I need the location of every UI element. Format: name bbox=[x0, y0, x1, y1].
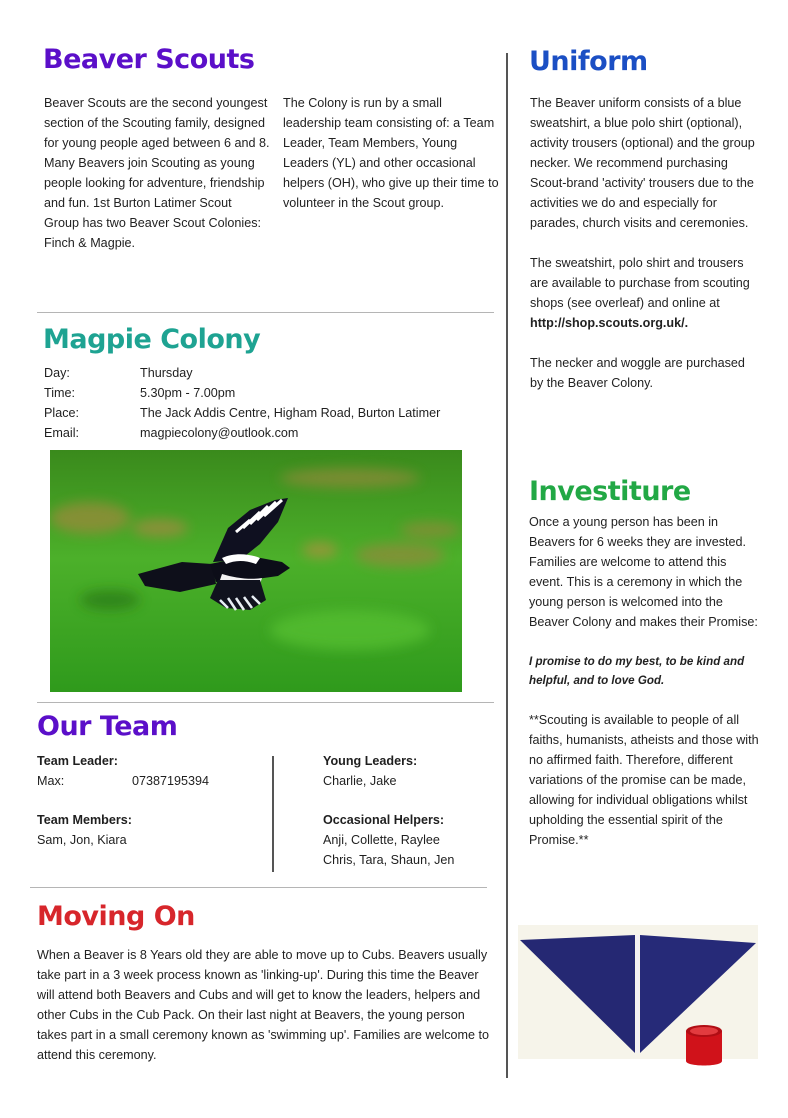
team-members-block bbox=[37, 810, 257, 850]
team-leader-heading: Team Leader: bbox=[37, 754, 118, 768]
uniform-paragraph-2-text: The sweatshirt, polo shirt and trousers are available to purchase from scouting shops (see overleaf) and online at bbox=[530, 256, 750, 310]
team-leader-phone[interactable]: 07387195394 bbox=[132, 774, 210, 788]
faith-note: **Scouting is available to people of all faiths, humanists, atheists and those with no affirmed faith. Therefore, different variations of the promise can be made, allowing for individual obligations whilst upholding the essential spirit of the Promise.** bbox=[529, 713, 759, 847]
uniform-paragraph-1: The Beaver uniform consists of a blue sweatshirt, a blue polo shirt (optional), activity trousers (optional) and the group necker. We recommend purchasing Scout-brand 'activity' trousers due to the activities we do and especially for parades, church visits and ceremonies. bbox=[530, 96, 755, 230]
info-label: Time: bbox=[44, 386, 76, 400]
info-row-email bbox=[44, 423, 494, 443]
colony-leadership-text: The Colony is run by a small leadership team consisting of: a Team Leader, Team Members, Young Leaders (YL) and other occasional helpers (OH), who give up their time to volunteer in the Scout group. bbox=[283, 96, 499, 210]
team-members-heading: Team Members: bbox=[37, 813, 132, 827]
young-leaders-block bbox=[323, 751, 493, 791]
investiture-heading: Investiture bbox=[529, 476, 691, 507]
team-leader-row bbox=[37, 771, 257, 791]
info-value: The Jack Addis Centre, Higham Road, Burton Latimer bbox=[140, 406, 441, 420]
team-members-names: Sam, Jon, Kiara bbox=[37, 833, 127, 847]
necker-and-woggle-photo bbox=[518, 925, 758, 1073]
uniform-paragraph-2 bbox=[530, 253, 758, 333]
uniform-text bbox=[530, 93, 758, 393]
info-label: Email: bbox=[44, 426, 79, 440]
info-value: 5.30pm - 7.00pm bbox=[140, 386, 236, 400]
column-separator bbox=[506, 53, 508, 1078]
info-row-time bbox=[44, 383, 494, 403]
info-row-day bbox=[44, 363, 494, 383]
beaver-scouts-intro: Beaver Scouts are the second youngest section of the Scouting family, designed for young people aged between 6 and 8. Many Beavers join Scouting as young people looking for adventure, friendship and fun. 1st Burton Latimer Scout Group has two Beaver Scout Colonies: Finch & Magpie. bbox=[44, 96, 270, 250]
investiture-text bbox=[529, 512, 761, 850]
colony-info-table bbox=[44, 363, 494, 443]
info-row-place bbox=[44, 403, 494, 423]
occasional-helpers-block bbox=[323, 810, 493, 870]
woggle bbox=[686, 1025, 722, 1066]
young-leaders-heading: Young Leaders: bbox=[323, 754, 418, 768]
uniform-paragraph-3: The necker and woggle are purchased by the Beaver Colony. bbox=[530, 356, 745, 390]
team-column-separator bbox=[272, 756, 274, 872]
shop-link[interactable]: http://shop.scouts.org.uk/. bbox=[530, 316, 689, 330]
promise-text: I promise to do my best, to be kind and helpful, and to love God. bbox=[529, 655, 745, 687]
info-label: Place: bbox=[44, 406, 80, 420]
info-label: Day: bbox=[44, 366, 70, 380]
magpie-colony-heading: Magpie Colony bbox=[43, 324, 261, 355]
divider bbox=[30, 887, 487, 888]
investiture-paragraph: Once a young person has been in Beavers for 6 weeks they are invested. Families are welcome to attend this event. This is a ceremony in which the young person is welcomed into the Beaver Colony and makes their Promise: bbox=[529, 515, 758, 629]
email-link[interactable]: magpiecolony@outlook.com bbox=[140, 426, 299, 440]
magpie-image bbox=[50, 450, 462, 692]
necker-image bbox=[518, 925, 758, 1073]
occasional-helpers-heading: Occasional Helpers: bbox=[323, 813, 445, 827]
divider bbox=[37, 702, 494, 703]
moving-on-text: When a Beaver is 8 Years old they are able to move up to Cubs. Beavers usually take part in a 3 week process known as 'linking-up'. During this time the Beaver will attend both Beavers and Cubs and will get to know the leaders, helpers and other Cubs in the Cub Pack. On their last night at Beavers, the young person takes part in a small ceremony known as 'swimming up'. Families are welcome to attend this ceremony. bbox=[37, 948, 490, 1062]
occasional-helpers-line1: Anji, Collette, Raylee bbox=[323, 833, 440, 847]
young-leaders-names: Charlie, Jake bbox=[323, 774, 397, 788]
uniform-heading: Uniform bbox=[529, 46, 648, 77]
team-leader-name: Max: bbox=[37, 774, 65, 788]
team-leader-block bbox=[37, 751, 257, 791]
moving-on-heading: Moving On bbox=[37, 901, 195, 932]
magpie-photo bbox=[50, 450, 462, 692]
our-team-heading: Our Team bbox=[37, 711, 178, 742]
beaver-scouts-heading: Beaver Scouts bbox=[43, 44, 255, 75]
occasional-helpers-line2: Chris, Tara, Shaun, Jen bbox=[323, 853, 455, 867]
info-value: Thursday bbox=[140, 366, 193, 380]
divider bbox=[37, 312, 494, 313]
